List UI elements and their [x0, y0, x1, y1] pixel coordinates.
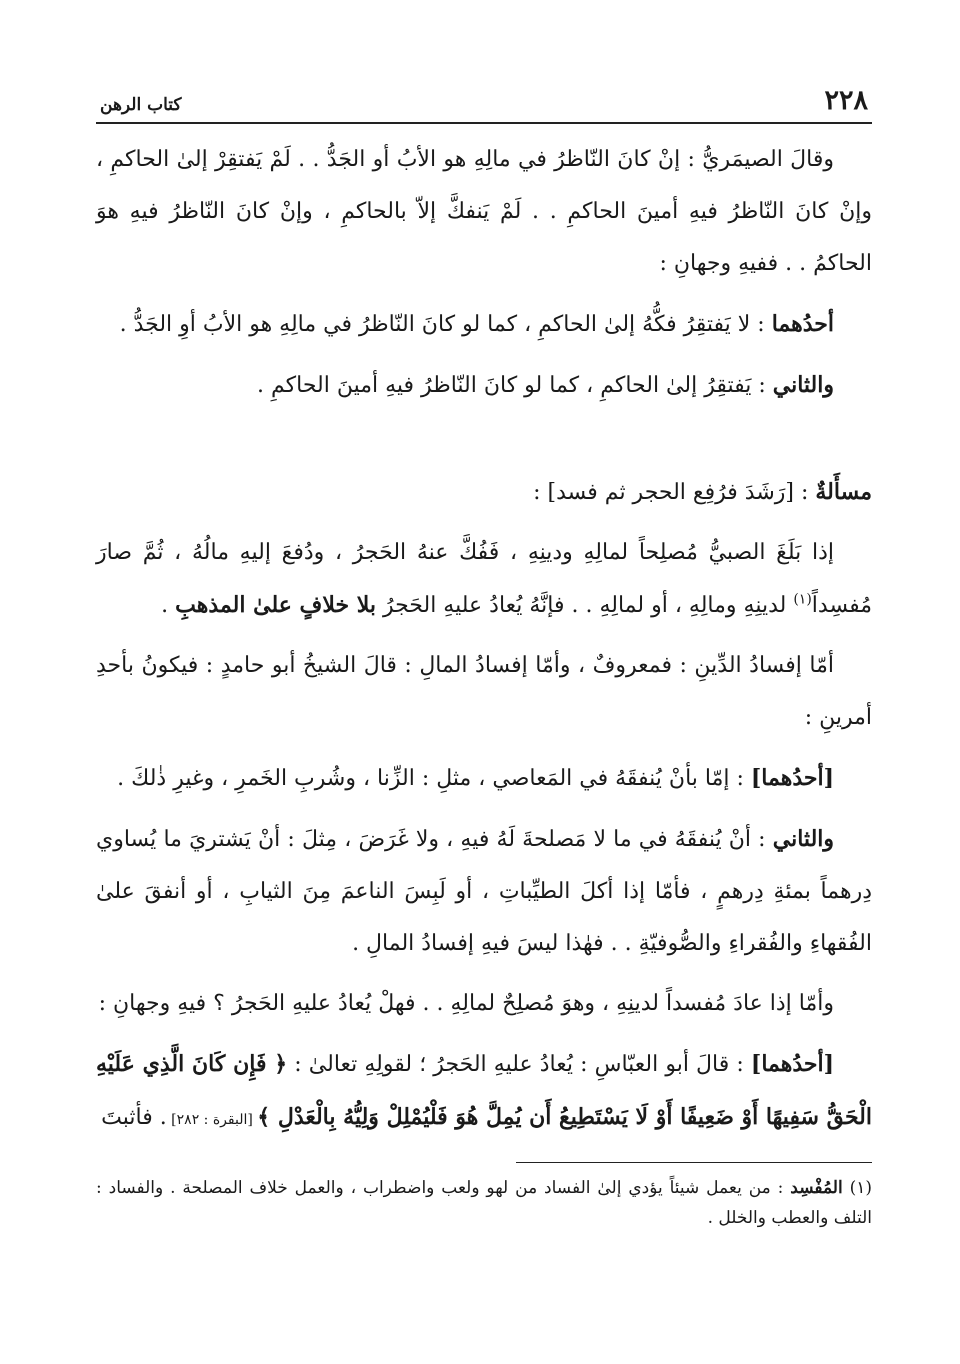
- paragraph-lead: والثاني: [772, 825, 835, 852]
- paragraph-text: إذا بَلَغَ الصبيُّ مُصلِحاً لمالِهِ ودينِهِ ، فَفُكَّ عنهُ الحَجرُ ، ودُفعَ إليهِ مالُهُ ، ثُمَّ صارَ مُفسِداً: [96, 539, 872, 618]
- paragraph-lead: والثاني: [772, 371, 834, 398]
- paragraph: [96, 298, 872, 351]
- paragraph-text: : قالَ أبو العبّاسِ : يُعادُ عليهِ الحَجرُ ؛ لقولِهِ تعالىٰ :: [287, 1051, 751, 1077]
- page-number: ٢٢٨: [824, 85, 868, 116]
- quran-verse: ﴿ فَإِن كَانَ الَّذِي عَلَيْهِ الْحَقُّ سَفِيهًا أَوْ ضَعِيفًا أَوْ لَا يَسْتَطِيعُ أَن يُمِلَّ هُوَ فَلْيُمْلِلْ وَلِيُّهُ بِالْعَدْلِ ﴾: [96, 1050, 872, 1130]
- paragraph-text: أمّا إفسادُ الدِّينِ : فمعروفٌ ، وأمّا إفسادُ المالِ : قالَ الشيخُ أبو حامدٍ : فيكونُ بأحدِ أمرينِ :: [96, 652, 872, 730]
- paragraph: [96, 134, 872, 290]
- masala-label: مسأَلةٌ: [815, 478, 872, 505]
- paragraph: [96, 1038, 872, 1146]
- paragraph-text: .: [161, 592, 176, 618]
- paragraph-lead: [أحدُهما]: [750, 1050, 835, 1077]
- paragraph-text: . فأثبتَ: [101, 1104, 167, 1130]
- masala-heading: [96, 466, 872, 519]
- paragraph: [96, 527, 872, 632]
- footnote-reference[interactable]: (١): [793, 591, 812, 608]
- footnote-divider: [516, 1162, 872, 1164]
- footnote-term: المُفْسِد: [790, 1178, 843, 1198]
- paragraph: [96, 813, 872, 970]
- page-header: [96, 78, 872, 118]
- header-divider: [96, 122, 872, 124]
- paragraph-bold-phrase: بلا خلافٍ علىٰ المذهبِ: [175, 591, 376, 618]
- running-title: كتاب الرهن: [100, 95, 182, 115]
- paragraph-text: : يَفتقِرُ إلىٰ الحاكمِ ، كما لو كانَ النّاظرُ فيهِ أمينَ الحاكمِ .: [257, 372, 773, 398]
- paragraph: [96, 752, 872, 805]
- paragraph: [96, 359, 872, 412]
- paragraph: [96, 640, 872, 744]
- masala-title: : [رَشَدَ فرُفِع الحجر ثم فسد] :: [533, 479, 816, 505]
- paragraph-lead: أحدُهما: [771, 310, 834, 337]
- paragraph-text: : لا يَفتقِرُ فكُّهُ إلىٰ الحاكمِ ، كما لو كانَ النّاظرُ في مالِهِ هو الأبُ أوِ الجَدُّ .: [119, 311, 772, 337]
- paragraph: [96, 978, 872, 1030]
- footnote-item: [96, 1173, 872, 1233]
- footnote-number: (١): [849, 1178, 872, 1198]
- main-text: [96, 134, 872, 1146]
- verse-reference: [البقرة : ٢٨٢]: [166, 1111, 258, 1128]
- book-page: [96, 78, 872, 1328]
- paragraph-text: : أنْ يُنفقَهُ في ما لا مَصلحةَ لَهُ فيهِ ، ولا غَرَضَ ، مِثلَ : أنْ يَشتريَ ما يُساوي دِرهماً بمئةِ دِرهمٍ ، فأمّا إذا أكلَ الطيِّباتِ ، أو لَبِسَ الناعمَ مِنَ الثيابِ ، أو أنفقَ علىٰ الفُقهاءِ والفُقراءِ والصُّوفيّةِ . . فهٰذا ليسَ فيهِ إفسادُ المالِ .: [96, 826, 872, 956]
- paragraph-lead: [أحدُهما]: [750, 764, 834, 791]
- footnote-text: : من يعمل شيئاً يؤدي إلىٰ الفساد من لهو ولعب واضطراب ، والعمل خلاف المصلحة . والفساد : التلف والعطب والخلل .: [96, 1178, 872, 1228]
- paragraph-text: وأمّا إذا عادَ مُفسداً لدينِهِ ، وهوَ مُصلِحٌ لمالِهِ . . فهلْ يُعادُ عليهِ الحَجرُ ؟ فيهِ وجهانِ :: [98, 990, 834, 1016]
- paragraph-text: لدينِهِ ومالِهِ ، أو لمالِهِ . . فإنَّهُ يُعادُ عليهِ الحَجرُ: [375, 592, 794, 618]
- paragraph-text: وقالَ الصيمَريُّ : إنْ كانَ النّاظرُ في مالِهِ هو الأبُ أو الجَدُّ . . لَمْ يَفتقِرْ إلىٰ الحاكمِ ، وإنْ كانَ النّاظرُ فيهِ أمينَ الحاكمِ . . لَمْ يَنفكَّ إلاّ بالحاكمِ ، وإنْ كانَ النّاظرُ فيهِ هوَ الحاكمُ . . ففيهِ وجهانِ :: [96, 146, 872, 276]
- paragraph-text: : إمّا بأنْ يُنفقَهُ في المَعاصي ، مثلِ : الزِّنا ، وشُربِ الخَمرِ ، وغيرِ ذٰلكَ .: [117, 765, 751, 791]
- footnote: [96, 1173, 872, 1233]
